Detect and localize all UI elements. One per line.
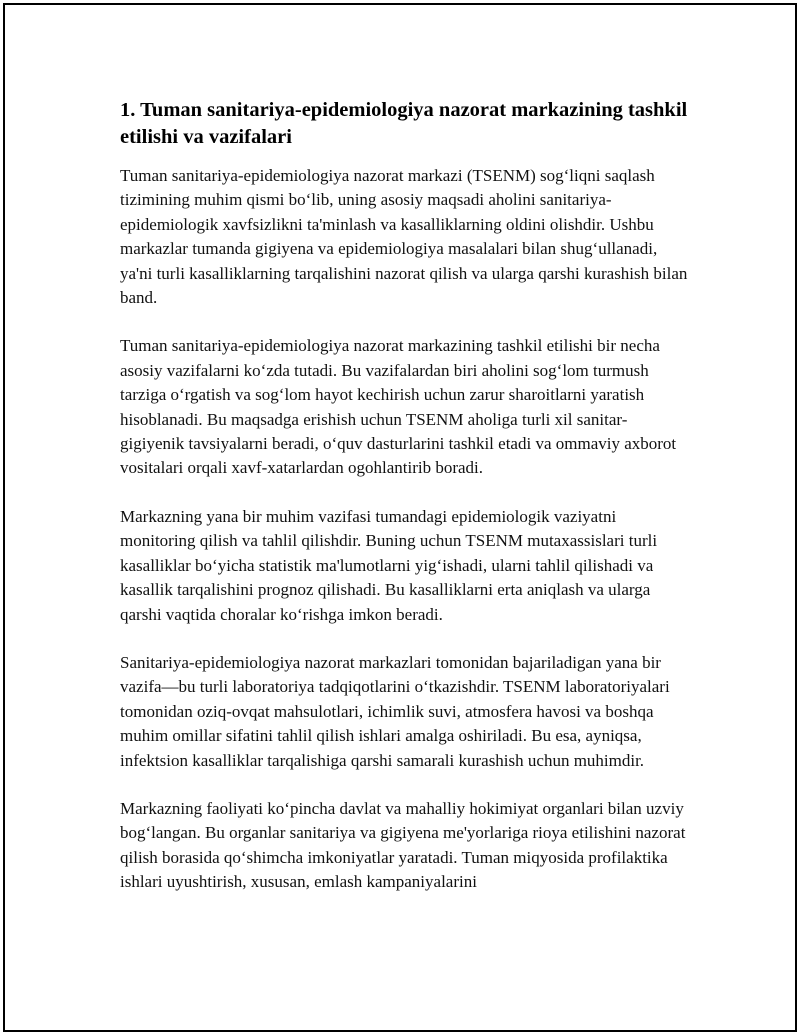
paragraph-4: Sanitariya-epidemiologiya nazorat markazlari tomonidan bajariladigan yana bir vazifa—bu turli laboratoriya tadqiqotlarini o‘tkazishdir. TSENM laboratoriyalari tomonidan oziq-ovqat mahsulotlari, ichimlik suvi, atmosfera havosi va boshqa muhim omillar sifatini tahlil qilish ishlari amalga oshiriladi. Bu esa, ayniqsa, infektsion kasalliklar tarqalishiga qarshi samarali kurashish uchun muhimdir. [120, 652, 670, 770]
paragraph-5: Markazning faoliyati ko‘pincha davlat va mahalliy hokimiyat organlari bilan uzviy bog‘langan. Bu organlar sanitariya va gigiyena me'yorlariga rioya etilishini nazorat qilish borasida qo‘shimcha imkoniyatlar yaratadi. Tuman miqyosida profilaktika ishlari uyushtirish, xususan, emlash kampaniyalarini [120, 798, 686, 892]
document-page [3, 3, 797, 1032]
paragraph-1: Tuman sanitariya-epidemiologiya nazorat markazi (TSENM) sog‘liqni saqlash tizimining muhim qismi bo‘lib, uning asosiy maqsadi aholini sanitariya-epidemiologik xavfsizlikni ta'minlash va kasalliklarning oldini olishdir. Ushbu markazlar tumanda gigiyena va epidemiologiya masalalari bilan shug‘ullanadi, ya'ni turli kasalliklarning tarqalishini nazorat qilish va ularga qarshi kurashish bilan band. [120, 166, 688, 308]
document-body [120, 97, 690, 919]
paragraph-3: Markazning yana bir muhim vazifasi tumandagi epidemiologik vaziyatni monitoring qilish va tahlil qilishdir. Buning uchun TSENM mutaxassislari turli kasalliklar bo‘yicha statistik ma'lumotlarni yig‘ishadi, ularni tahlil qilishadi va kasallik tarqalishini prognoz qilishadi. Bu kasalliklarni erta aniqlash va ularga qarshi vaqtida choralar ko‘rishga imkon beradi. [120, 506, 658, 624]
section-heading: 1. Tuman sanitariya-epidemiologiya nazorat markazining tashkil etilishi va vazifalari [120, 99, 688, 148]
paragraph-2: Tuman sanitariya-epidemiologiya nazorat markazining tashkil etilishi bir necha asosiy vazifalarni ko‘zda tutadi. Bu vazifalardan biri aholini sog‘lom turmush tarziga o‘rgatish va sog‘lom hayot kechirish uchun zarur sharoitlarni yaratish hisoblanadi. Bu maqsadga erishish uchun TSENM aholiga turli xil sanitar-gigiyenik tavsiyalarni beradi, o‘quv dasturlarini tashkil etadi va ommaviy axborot vositalari orqali xavf-xatarlardan ogohlantirib boradi. [120, 336, 677, 478]
